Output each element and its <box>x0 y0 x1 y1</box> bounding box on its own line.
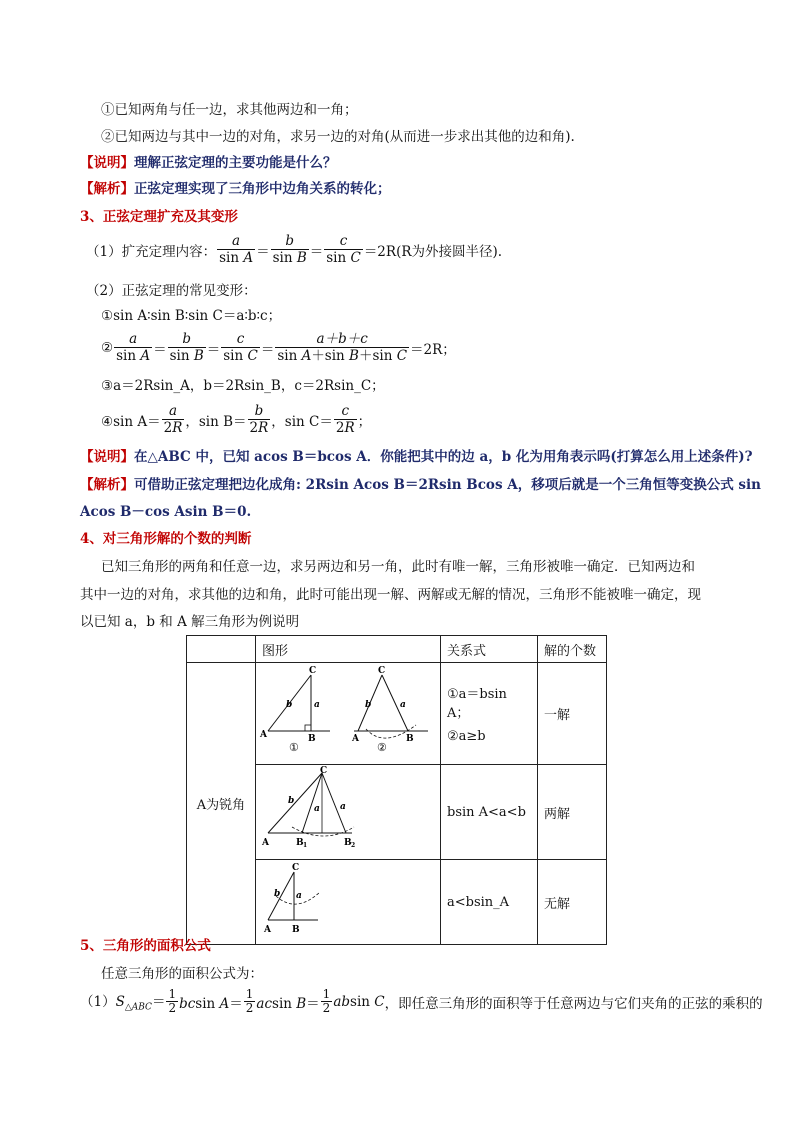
relation-one-solution <box>441 663 538 765</box>
section-4-p1: 已知三角形的两角和任意一边，求另两边和另一角，此时有唯一解，三角形被唯一确定．已知两边和 <box>101 559 695 575</box>
svg-text:a: a <box>314 700 320 710</box>
figure-no-solution <box>256 860 441 945</box>
svg-text:B: B <box>344 838 352 848</box>
frac-a-sinA: $\frac{a}{\text{sin A}}$ <box>219 233 254 266</box>
svg-text:b: b <box>288 796 295 806</box>
svg-text:b: b <box>365 700 372 710</box>
area-formula: $(1)S_{\triangle ABC}=$ $\frac{1}{2}$ bcsin A＝ $\frac{1}{2}$ acsin B＝ $\frac{1}{2}$ absin C ，即任意三角形的面积等于任意两边与它们夹角的正弦的乘积的 <box>80 987 763 1015</box>
relation-no-solution: a<bsin_A <box>441 860 538 945</box>
note-2 <box>80 445 753 465</box>
note-tag: 【说明】 <box>80 155 134 171</box>
analysis2-tag: 【解析】 <box>80 477 134 493</box>
row-label-acute: A为锐角 <box>187 663 256 945</box>
section-4-title: 4、对三角形解的个数的判断 <box>80 531 252 547</box>
count-two-solutions: 两解 <box>538 765 607 860</box>
v4-prefix: ④sin A＝ <box>101 413 161 430</box>
svg-text:b: b <box>274 889 281 899</box>
variant-3: ③a＝2Rsin_A，b＝2Rsin_B，c＝2Rsin_C； <box>101 378 385 394</box>
relation-line1: ①a＝bsin A； <box>447 687 507 721</box>
v2-prefix: ② <box>101 339 114 356</box>
svg-text:A: A <box>260 730 267 740</box>
th-empty <box>187 636 256 663</box>
svg-text:A: A <box>262 838 269 848</box>
svg-text:B: B <box>292 925 300 935</box>
one-solution-diagram <box>256 663 440 760</box>
frac-b-sinB: $\frac{b}{\text{sin B}}$ <box>272 233 307 266</box>
section-5-title: 5、三角形的面积公式 <box>80 938 211 954</box>
th-count: 解的个数 <box>538 636 607 663</box>
solutions-table <box>186 635 607 945</box>
area-tail: ，即任意三角形的面积等于任意两边与它们夹角的正弦的乘积的 <box>384 995 763 1012</box>
figure-two-solutions <box>256 765 441 860</box>
svg-text:a: a <box>400 700 406 710</box>
item-known-two-sides: ②已知两边与其中一边的对角，求另一边的对角(从而进一步求出其他的边和角). <box>101 129 575 145</box>
th-figure: 图形 <box>256 636 441 663</box>
frac-c-sinC: $\frac{c}{\text{sin C}}$ <box>326 233 361 266</box>
item-known-two-angles: ①已知两角与任一边，求其他两边和一角； <box>101 102 358 118</box>
svg-text:2: 2 <box>351 842 356 849</box>
svg-text:C: C <box>320 766 328 776</box>
two-solutions-diagram <box>256 765 440 855</box>
svg-text:a: a <box>340 802 346 812</box>
relation-two-solutions: bsin A<a<b <box>441 765 538 860</box>
v4-mid1: ，sin B＝ <box>185 413 247 430</box>
analysis-tag: 【解析】 <box>80 181 134 197</box>
analysis-2-line2: Acos B－cos Asin B＝0. <box>80 504 252 520</box>
th-relation: 关系式 <box>441 636 538 663</box>
v4-tail: ； <box>357 413 372 430</box>
svg-text:b: b <box>286 700 293 710</box>
extended-theorem: （1）扩充定理内容： $\frac{a}{\text{sin A}}$ ＝ $\frac{b}{\text{sin B}}$ ＝ $\frac{c}{\text{sin C}}$ ＝2R(R为外接圆半径). <box>86 233 503 266</box>
svg-text:a: a <box>314 804 320 814</box>
svg-text:①: ① <box>289 741 299 754</box>
analysis-2-line1 <box>80 473 761 493</box>
section-5-intro: 任意三角形的面积公式为： <box>101 966 263 982</box>
note2-text: 在△ABC 中，已知 acos B＝bcos A．你能把其中的边 a，b 化为用角表示吗(打算怎么用上述条件)? <box>134 449 753 465</box>
svg-text:a: a <box>296 891 302 901</box>
section-4-p2: 其中一边的对角，求其他的边和角，此时可能出现一解、两解或无解的情况，三角形不能被唯一确定，现 <box>80 587 701 603</box>
v2-tail: ＝2R； <box>410 341 456 358</box>
svg-text:A: A <box>264 925 271 935</box>
variants-label: （2）正弦定理的常见变形： <box>86 283 257 299</box>
svg-text:A: A <box>352 734 359 744</box>
relation-line2: ②a≥b <box>447 729 486 744</box>
ext-label: （1）扩充定理内容： <box>86 243 217 260</box>
svg-text:B: B <box>308 734 316 744</box>
analysis-text: 正弦定理实现了三角形中边角关系的转化； <box>134 181 391 197</box>
note-text: 理解正弦定理的主要功能是什么？ <box>134 155 337 171</box>
section-3-title: 3、正弦定理扩充及其变形 <box>80 209 238 225</box>
svg-text:1: 1 <box>303 842 308 849</box>
svg-text:C: C <box>292 863 300 873</box>
count-no-solution: 无解 <box>538 860 607 945</box>
figure-one-solution <box>256 663 441 765</box>
svg-text:B: B <box>296 838 304 848</box>
svg-text:C: C <box>378 666 386 676</box>
variant-1: ①sin A∶sin B∶sin C＝a∶b∶c； <box>101 308 282 324</box>
variant-2: ② $\frac{a}{\text{sin A}}$ ＝ $\frac{b}{\text{sin B}}$ ＝ $\frac{c}{\text{sin C}}$ ＝ $\frac{a+b+c}{\text{sin A＋sin B＋sin C}}$ ＝2R； <box>101 331 456 364</box>
svg-text:C: C <box>309 666 317 676</box>
svg-text:②: ② <box>377 741 387 754</box>
v4-mid2: ，sin C＝ <box>271 413 333 430</box>
svg-text:B: B <box>406 734 414 744</box>
note2-tag: 【说明】 <box>80 449 134 465</box>
section-4-p3: 以已知 a，b 和 A 解三角形为例说明 <box>80 614 300 630</box>
count-one-solution: 一解 <box>538 663 607 765</box>
analysis-1 <box>80 177 391 197</box>
note-1 <box>80 151 337 171</box>
analysis2-text: 可借助正弦定理把边化成角: 2Rsin Acos B＝2Rsin Bcos A，移项后就是一个三角恒等变换公式 sin <box>134 477 761 493</box>
no-solution-diagram <box>256 860 440 940</box>
variant-4: ④sin A＝ $\frac{a}{2R}$ ，sin B＝ $\frac{b}{2R}$ ，sin C＝ $\frac{c}{2R}$ ； <box>101 403 372 436</box>
ext-tail: ＝2R(R为外接圆半径). <box>363 243 503 260</box>
